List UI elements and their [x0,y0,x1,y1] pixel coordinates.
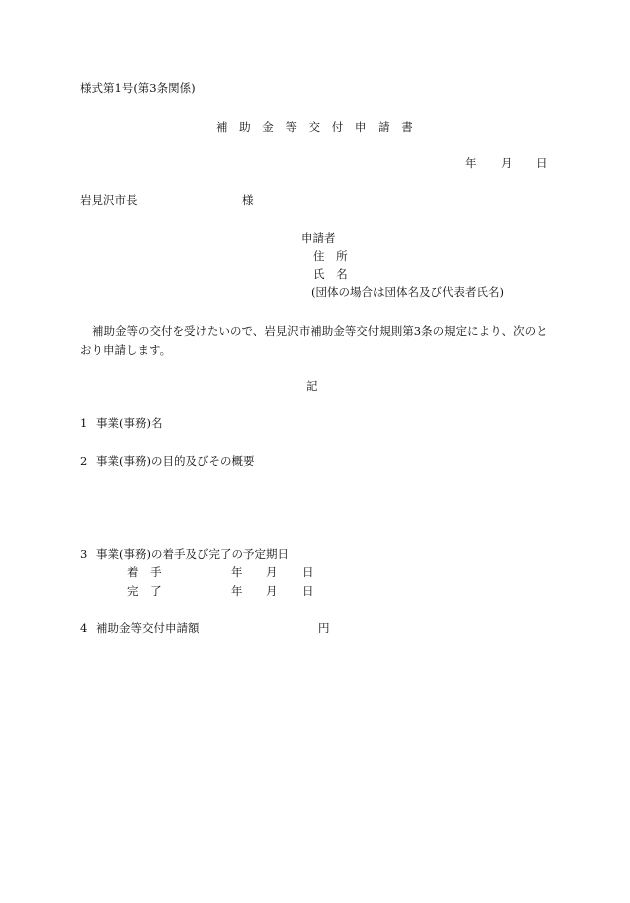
schedule-day: 日 [302,584,314,598]
applicant-address-label: 住 所 [313,249,348,263]
schedule-year: 年 [231,565,243,579]
addressee-name: 岩見沢市長 [80,193,138,207]
applicant-note: (団体の場合は団体名及び代表者氏名) [311,285,504,299]
schedule-label: 完 了 [127,584,162,598]
item-label: 事業(事務)名 [96,416,163,430]
applicant-name-label: 氏 名 [313,267,348,281]
schedule-month: 月 [266,565,278,579]
schedule-day: 日 [302,565,314,579]
date-month: 月 [501,156,513,170]
item-label: 事業(事務)の着手及び完了の予定期日 [96,547,289,561]
item-label: 補助金等交付申請額 [96,621,200,635]
amount-unit: 円 [318,621,330,635]
schedule-label: 着 手 [127,565,162,579]
item-label: 事業(事務)の目的及びその概要 [96,454,255,468]
item-number: 2 [80,454,88,468]
body-line-1: 補助金等の交付を受けたいので、岩見沢市補助金等交付規則第3条の規定により、次のと [92,324,548,338]
ki-heading: 記 [306,379,318,393]
item-number: 4 [80,621,88,635]
schedule-month: 月 [266,584,278,598]
item-number: 1 [80,416,88,430]
schedule-year: 年 [231,584,243,598]
date-day: 日 [536,156,548,170]
document-title: 補 助 金 等 交 付 申 請 書 [216,120,413,134]
body-line-2: おり申請します。 [80,343,172,357]
form-number: 様式第1号(第3条関係) [80,81,196,95]
item-number: 3 [80,547,88,561]
applicant-heading: 申請者 [301,231,336,245]
addressee-honorific: 様 [242,193,254,207]
date-year: 年 [465,156,477,170]
